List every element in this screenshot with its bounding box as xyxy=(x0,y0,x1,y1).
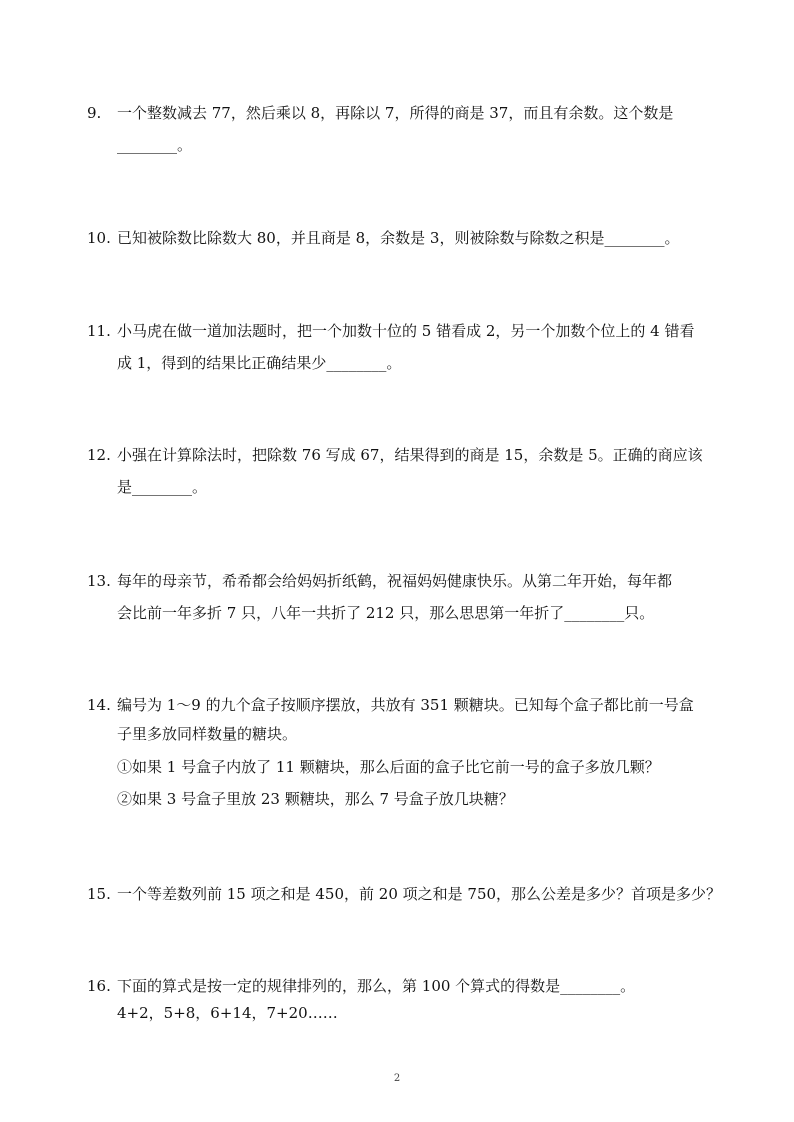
question-text-line: 小强在计算除法时，把除数 76 写成 67，结果得到的商是 15，余数是 5。正确的商应该 xyxy=(117,446,703,464)
question-text-line: 是________。 xyxy=(117,478,208,496)
question-number: 16. xyxy=(87,977,111,995)
question-text-line: 每年的母亲节，希希都会给妈妈折纸鹤，祝福妈妈健康快乐。从第二年开始，每年都 xyxy=(117,572,673,590)
question-text-line: 已知被除数比除数大 80，并且商是 8，余数是 3，则被除数与除数之积是________。 xyxy=(117,229,680,247)
question-number: 13. xyxy=(87,572,111,590)
question-number: 15. xyxy=(87,885,111,903)
question-number: 9. xyxy=(87,104,102,122)
question-text-line: ________。 xyxy=(117,136,193,154)
question-text-line: 成 1，得到的结果比正确结果少________。 xyxy=(117,354,402,372)
question-sequence-line: 4+2，5+8，6+14，7+20…… xyxy=(117,1004,338,1022)
question-number: 14. xyxy=(87,696,111,714)
question-text-line: 会比前一年多折 7 只，八年一共折了 212 只，那么思思第一年折了________只。 xyxy=(117,604,655,622)
question-number: 12. xyxy=(87,446,111,464)
sub-question-2: ②如果 3 号盒子里放 23 颗糖块，那么 7 号盒子放几块糖？ xyxy=(117,790,514,808)
question-text-line: 编号为 1～9 的九个盒子按顺序摆放，共放有 351 颗糖块。已知每个盒子都比前一号盒 xyxy=(117,696,694,714)
question-text-line: 下面的算式是按一定的规律排列的，那么，第 100 个算式的得数是________。 xyxy=(117,977,636,995)
question-text-line: 小马虎在做一道加法题时，把一个加数十位的 5 错看成 2，另一个加数个位上的 4 错看 xyxy=(117,322,695,340)
page-number: 2 xyxy=(393,1073,401,1084)
question-number: 10. xyxy=(87,229,111,247)
question-text-line: 一个等差数列前 15 项之和是 450，前 20 项之和是 750，那么公差是多少？首项是多少？ xyxy=(117,885,722,903)
question-text-line: 子里多放同样数量的糖块。 xyxy=(117,725,298,743)
question-text-line: 一个整数减去 77，然后乘以 8，再除以 7，所得的商是 37，而且有余数。这个数是 xyxy=(117,104,674,122)
question-number: 11. xyxy=(87,322,111,340)
sub-question-1: ①如果 1 号盒子内放了 11 颗糖块，那么后面的盒子比它前一号的盒子多放几颗？ xyxy=(117,758,660,776)
